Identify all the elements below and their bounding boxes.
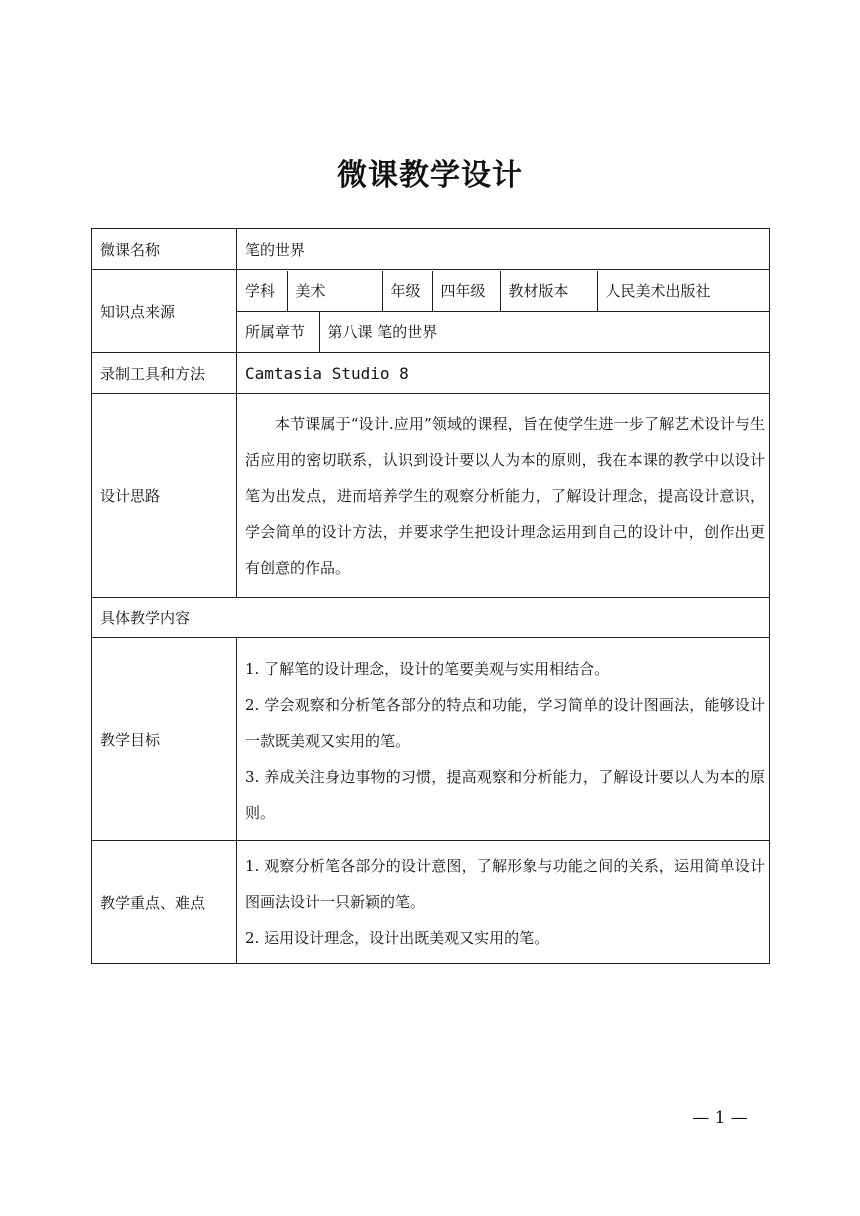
edition-value: 人民美术出版社 (605, 282, 711, 300)
keys-list (245, 844, 769, 960)
name-value: 笔的世界 (237, 229, 770, 270)
table-row-content (92, 598, 770, 638)
page-number: — 1 — (692, 1108, 748, 1128)
table-row-source (92, 270, 770, 353)
source-subtable-top (237, 271, 769, 311)
goals-label: 教学目标 (92, 638, 237, 841)
chapter-label: 所属章节 (237, 311, 319, 352)
table-row-tools (92, 353, 770, 394)
design-label: 设计思路 (92, 394, 237, 598)
source-cell (237, 270, 770, 353)
key-item-2: 2. 运用设计理念，设计出既美观又实用的笔。 (245, 929, 550, 947)
document-title: 微课教学设计 (337, 158, 523, 193)
lesson-design-table (91, 228, 770, 964)
content-label: 具体教学内容 (92, 598, 770, 638)
subject-value: 美术 (287, 271, 382, 311)
goals-cell (237, 638, 770, 841)
name-label: 微课名称 (92, 229, 237, 270)
grade-value: 四年级 (432, 271, 500, 311)
goal-item-3: 3. 养成关注身边事物的习惯，提高观察和分析能力，了解设计要以人为本的原则。 (245, 768, 765, 822)
keys-cell (237, 841, 770, 964)
goal-item-2: 2. 学会观察和分析笔各部分的特点和功能，学习简单的设计图画法，能够设计一款既美观又实用的笔。 (245, 696, 765, 750)
key-item-1: 1. 观察分析笔各部分的设计意图，了解形象与功能之间的关系，运用简单设计图画法设计一只新颖的笔。 (245, 857, 765, 911)
table-row-goals (92, 638, 770, 841)
subject-label: 学科 (237, 271, 287, 311)
keys-label: 教学重点、难点 (92, 841, 237, 964)
tools-label: 录制工具和方法 (92, 353, 237, 394)
table-row-design (92, 394, 770, 598)
table-row-keys (92, 841, 770, 964)
edition-label: 教材版本 (500, 271, 597, 311)
grade-label: 年级 (382, 271, 432, 311)
chapter-value: 第八课 笔的世界 (327, 323, 438, 341)
goals-list (245, 645, 769, 833)
design-cell (237, 394, 770, 598)
source-label: 知识点来源 (92, 270, 237, 353)
tools-value: Camtasia Studio 8 (237, 353, 770, 394)
source-subtable-bottom (237, 311, 769, 352)
goal-item-1: 1. 了解笔的设计理念，设计的笔要美观与实用相结合。 (245, 660, 610, 678)
table-row-name (92, 229, 770, 270)
design-paragraph: 本节课属于“设计.应用”领域的课程，旨在使学生进一步了解艺术设计与生活应用的密切联系，认识到设计要以人为本的原则，我在本课的教学中以设计笔为出发点，进而培养学生的观察分析能力，了解设计理念，提高设计意识，学会简单的设计方法，并要求学生把设计理念运用到自己的设计中，创作出更有创意的作品。 (245, 414, 765, 577)
